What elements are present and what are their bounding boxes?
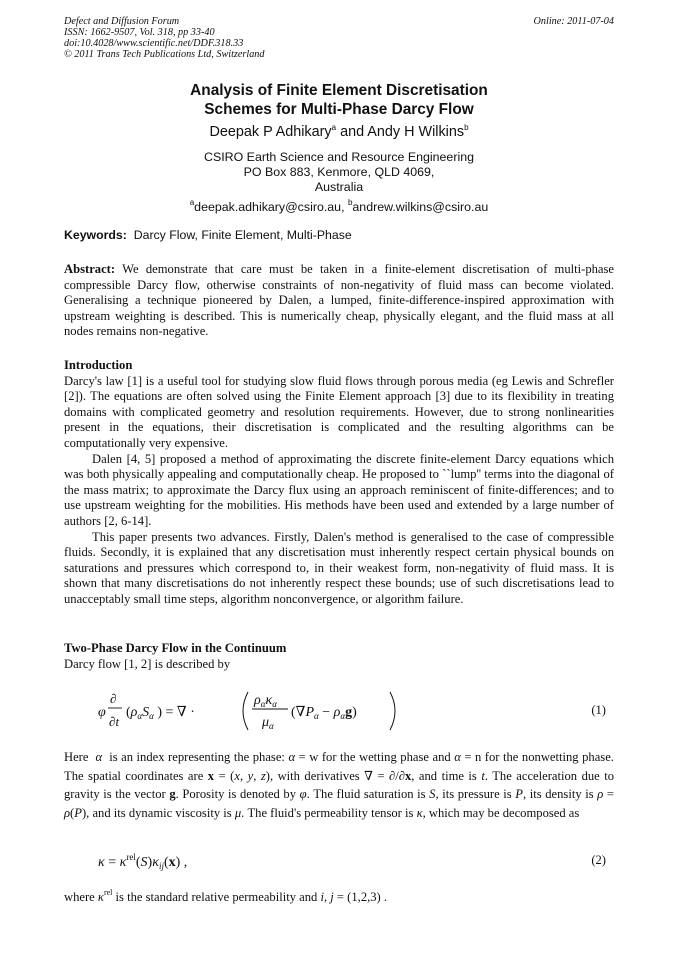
notation-text: . The acceleration due to gravity is the vector (64, 768, 615, 801)
author-1-mark: a (331, 123, 337, 132)
journal-copyright: © 2011 Trans Tech Publications Ltd, Switzerland (64, 49, 265, 60)
equation-2-number: (2) (591, 853, 606, 867)
intro-paragraph-1: Darcy's law [1] is a useful tool for studying slow fluid flows through porous media (eg Lewis and Schrefler [2]). The equations are often solved using the Finite Element approach [3] due to its flexibility in treating domains with complicated geometry and resolution requirements. However, due to strong nonlinearities present in the equations, their discretisation is complicated and the resulting algorithms can be computationally very expensive. (64, 373, 614, 450)
abstract (64, 262, 614, 340)
svg-text:∂t: ∂t (109, 714, 120, 729)
abstract-label: Abstract: (64, 262, 116, 276)
svg-text:κ = κrel(S)κij(x) ,: $\kappa = \kappa^{rel}(S)\kappa_{ij}(x)$ , (98, 852, 188, 871)
notation-text: for the wetting phase and (321, 750, 455, 764)
email-b-mark: b (347, 198, 353, 207)
affiliation (64, 150, 614, 195)
symbol-rho: ρ = ρ(P) (64, 787, 614, 820)
email-a: deepak.adhikary@csiro.au, (194, 200, 348, 214)
notation-text: , its density is (522, 787, 598, 801)
notation-text: , and its dynamic viscosity is (86, 805, 235, 820)
notation-paragraph: Here α is an index representing the phase: α = w for the wetting phase and α = n for the nonwetting phase. The spatial coordinates are x = (x, y, z), with derivatives ∇ = ∂/∂x, and time is t. The acceleration due to gravity is the vector g. Porosity is denoted by φ. The fluid saturation is S, its pressure is P, its density is ρ = ρ(P), and its dynamic viscosity is μ. The fluid's permeability tensor is κ, which may be decomposed as (64, 750, 615, 820)
symbol-alpha-w: α (288, 750, 296, 764)
svg-text:(ραSα ) = ∇ ·: ($\rho_\alpha S_\alpha$ ) = ∇ · (126, 705, 195, 721)
author-2: Andy H Wilkins (367, 124, 465, 140)
notation-text: , its pressure is (435, 787, 516, 801)
two-phase-section (64, 641, 614, 672)
journal-name: Defect and Diffusion Forum (64, 16, 180, 27)
journal-issn: ISSN: 1662-9507, Vol. 318, pp 33-40 (64, 27, 215, 38)
affiliation-line-2: PO Box 883, Kenmore, QLD 4069, (243, 165, 435, 179)
author-1: Deepak P Adhikary (209, 124, 332, 140)
journal-doi: doi:10.4028/www.scientific.net/DDF.318.33 (64, 38, 244, 49)
symbol-t: t (481, 768, 485, 783)
where-text: . (383, 890, 388, 904)
notation-text: is an index representing the phase: (105, 750, 289, 764)
authors (64, 124, 614, 141)
notation-text: , with derivatives (269, 768, 365, 783)
symbol-mu: μ (234, 805, 242, 820)
equation-1-formula (92, 686, 512, 736)
two-phase-heading: Two-Phase Darcy Flow in the Continuum (64, 641, 287, 655)
intro-paragraph-3: This paper presents two advances. Firstly, Dalen's method is generalised to the case of compressible fluids. Secondly, it is explained that any discretisation must inherently respect certain physical bounds on saturations and pressures which correspond to, in their weakest form, non-negativity of fluid mass. It is shown that many discretisations do not inherently respect these bounds; use of such discretisations lead to unacceptably small time steps, algorithm nonconvergence, or algorithm failure. (64, 529, 614, 606)
email-a-mark: a (189, 198, 195, 207)
where-text: is the standard relative permeability and (112, 890, 321, 904)
symbol-kappa-rel: $\kappa^{rel}$ (97, 888, 113, 904)
svg-text:φ: φ (98, 705, 106, 720)
symbol-alpha: α (92, 750, 106, 764)
where-text: where (64, 890, 98, 904)
symbol-s: S (429, 787, 436, 801)
where-sentence (64, 890, 614, 906)
equation-1 (64, 686, 614, 736)
email-b: andrew.wilkins@csiro.au (352, 200, 489, 214)
symbol-g: g (169, 787, 176, 801)
equation-2-formula (94, 848, 294, 874)
author-2-mark: b (464, 123, 469, 132)
symbol-ij: i, j = (1,2,3) (320, 890, 381, 904)
notation-text: , and time is (411, 768, 482, 783)
paper-title (64, 81, 614, 119)
symbol-nabla: ∇ = ∂/∂x (364, 768, 412, 783)
symbol-x: x = (x, y, z) (207, 768, 270, 783)
svg-text:ρακα: $\rho_\alpha\kappa_\alpha$ (254, 693, 277, 709)
keywords-text: Darcy Flow, Finite Element, Multi-Phase (133, 228, 352, 242)
title-line-2: Schemes for Multi-Phase Darcy Flow (204, 101, 474, 118)
svg-text:μα: $\mu_\alpha$ (262, 715, 274, 731)
two-phase-intro: Darcy flow [1, 2] is described by (64, 656, 231, 671)
title-line-1: Analysis of Finite Element Discretisation (190, 82, 488, 99)
notation-text: for the nonwetting phase. The spatial coordinates are (64, 750, 614, 783)
keywords (64, 228, 614, 244)
notation-text: Here (64, 750, 92, 764)
svg-text:(∇Pα − ραg): $(\nabla P_\alpha - \rho_\alpha g)$ (291, 705, 357, 721)
symbol-kappa: κ (416, 805, 423, 820)
introduction-heading: Introduction (64, 358, 133, 372)
intro-paragraph-2: Dalen [4, 5] proposed a method of approximating the discrete finite-element Darcy equations which was both physically appealing and computationally cheap. He proposed to ``lump'' terms into the diagonal of the mass matrix; to approximate the Darcy flux using an approach reminiscent of finite-differences; and to use upstream weighting for the mobilities. His methods have been used and extended by a large number of authors [2, 6-14]. (64, 451, 614, 528)
author-emails (64, 200, 614, 215)
notation-text: . The fluid saturation is (306, 787, 430, 801)
author-and: and (336, 124, 368, 140)
symbol-phi: φ (299, 787, 307, 801)
keywords-label: Keywords: (64, 228, 127, 242)
equation-2 (64, 848, 614, 874)
affiliation-line-3: Australia (314, 180, 364, 194)
equation-1-number: (1) (591, 703, 606, 717)
symbol-alpha-n: α (454, 750, 461, 764)
symbol-p: P (515, 787, 523, 801)
affiliation-line-1: CSIRO Earth Science and Resource Engineering (204, 150, 474, 164)
notation-text: , which may be decomposed as (422, 805, 580, 820)
abstract-text: We demonstrate that care must be taken in a finite-element discretisation of multi-phase compressible Darcy flow, otherwise constraints of non-negativity of fluid mass can become violated. Generalising a technique pioneered by Dalen, a lumped, finite-difference-inspired approximation with upstream weighting is described. This is numerically cheap, physically elegant, and the fluid mass at all nodes remains non-negative. (64, 262, 614, 339)
svg-text:∂: ∂ (110, 691, 117, 706)
journal-header (64, 16, 264, 60)
notation-text: . The fluid's permeability tensor is (241, 805, 417, 820)
notation-text: . Porosity is denoted by (175, 787, 300, 801)
introduction-section (64, 358, 614, 608)
online-date: Online: 2011-07-04 (533, 16, 614, 27)
